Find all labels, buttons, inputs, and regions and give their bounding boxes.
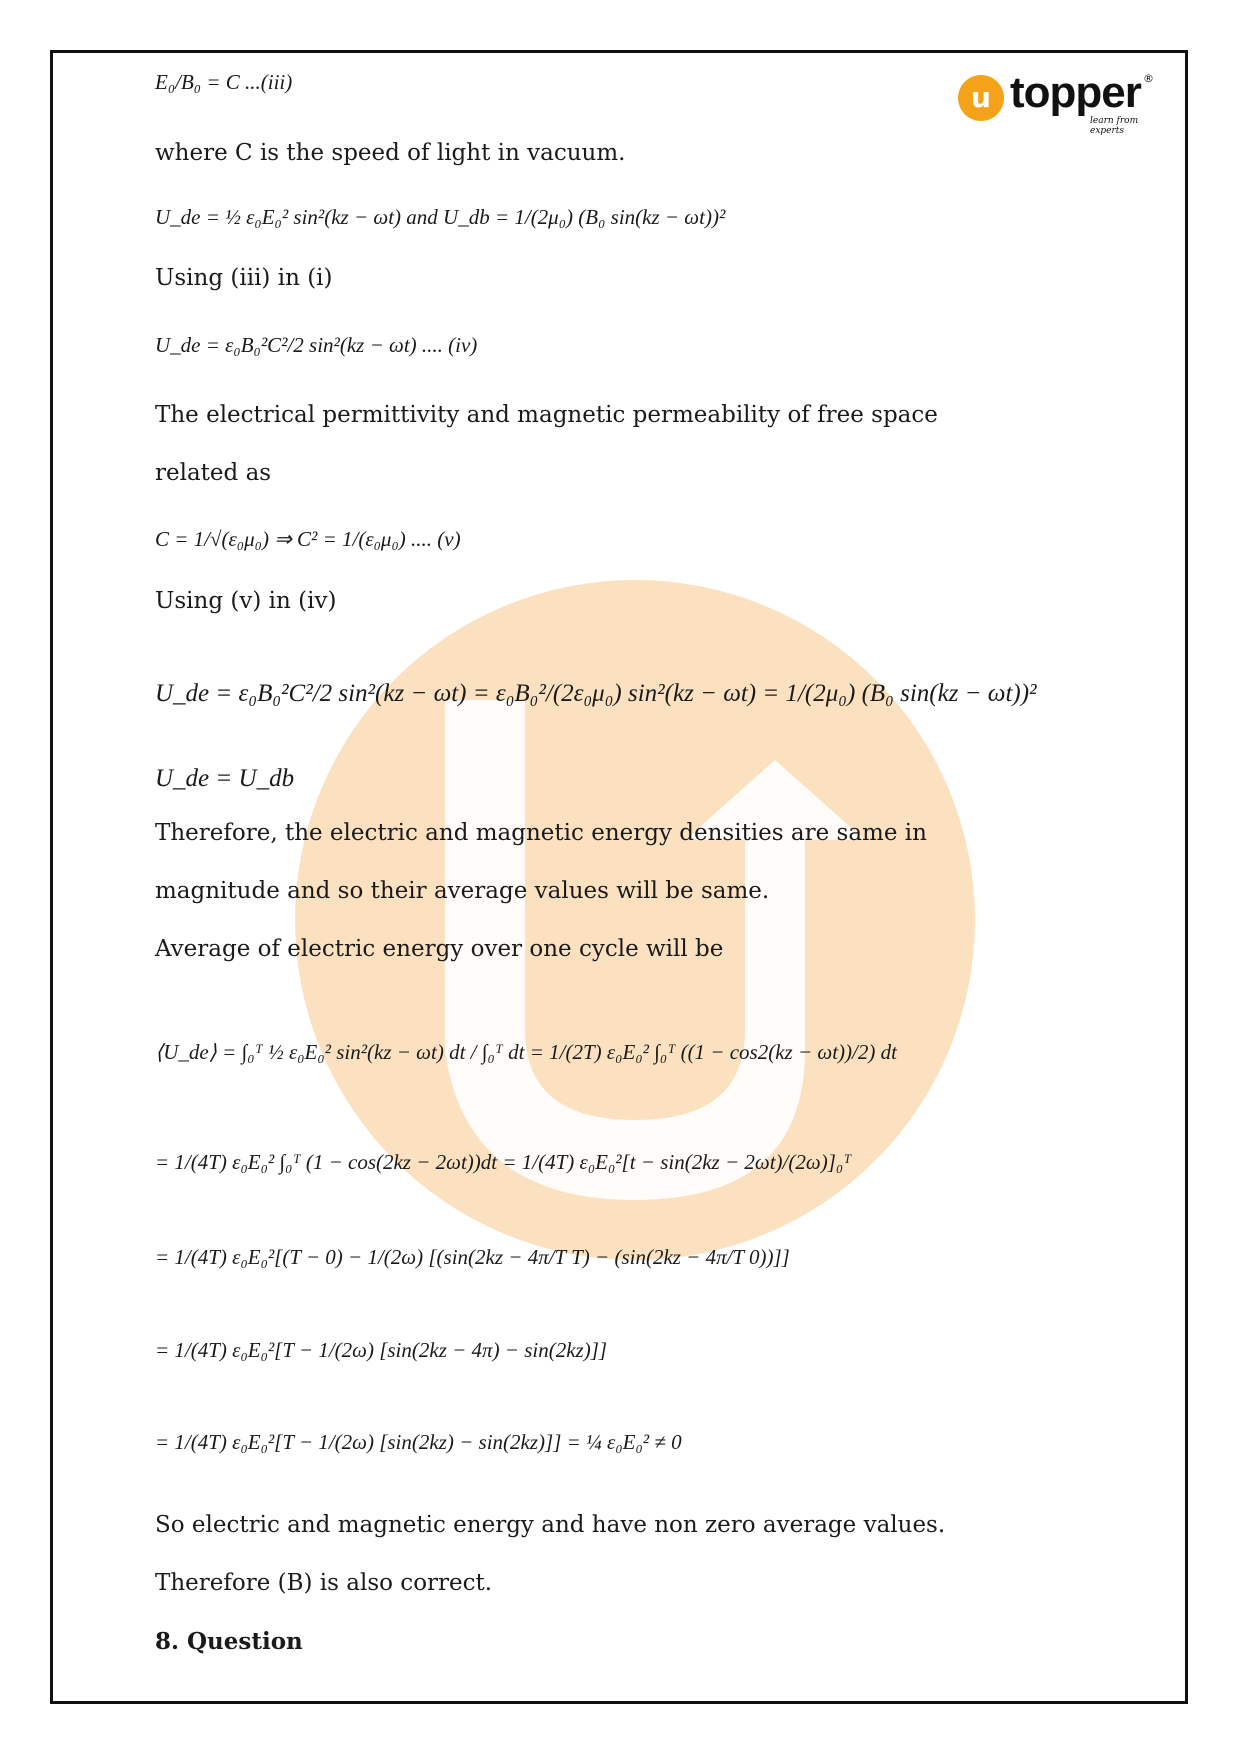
text-non-zero-average: So electric and magnetic energy and have non zero average values. xyxy=(155,1512,946,1538)
equation-step-2: = 1/(4T) ε₀E₀²[(T − 0) − 1/(2ω) [(sin(2kz − 4π/T T) − (sin(2kz − 4π/T 0))]] xyxy=(155,1245,790,1269)
text-b-correct: Therefore (B) is also correct. xyxy=(155,1570,493,1596)
text-using-v: Using (v) in (iv) xyxy=(155,588,337,614)
equation-step-3: = 1/(4T) ε₀E₀²[T − 1/(2ω) [sin(2kz − 4π) − sin(2kz)]] xyxy=(155,1338,608,1362)
text-related-as: related as xyxy=(155,460,272,486)
equation-energy-densities: U_de = ½ ε₀E₀² sin²(kz − ωt) and U_db = 1/(2μ₀) (B₀ sin(kz − ωt))² xyxy=(155,205,726,229)
logo-wordmark: topper xyxy=(1010,68,1141,117)
text-using-iii: Using (iii) in (i) xyxy=(155,265,333,291)
equation-iii: E₀/B₀ = C ...(iii) xyxy=(155,70,293,94)
equation-step-4: = 1/(4T) ε₀E₀²[T − 1/(2ω) [sin(2kz) − sin(2kz)]] = ¼ ε₀E₀² ≠ 0 xyxy=(155,1430,682,1454)
equation-iv: U_de = ε₀B₀²C²/2 sin²(kz − ωt) .... (iv) xyxy=(155,333,478,357)
equation-ude-expanded: U_de = ε₀B₀²C²/2 sin²(kz − ωt) = ε₀B₀²/(2ε₀μ₀) sin²(kz − ωt) = 1/(2μ₀) (B₀ sin(kz − ωt))² xyxy=(155,680,1037,707)
logo-tagline: learn from experts xyxy=(1090,116,1139,136)
text-magnitude: magnitude and so their average values will be same. xyxy=(155,878,770,904)
topper-badge-icon: u xyxy=(958,75,1004,121)
equation-v: C = 1/√(ε₀μ₀) ⇒ C² = 1/(ε₀μ₀) .... (v) xyxy=(155,527,461,551)
topper-logo xyxy=(958,70,1158,134)
text-permittivity: The electrical permittivity and magnetic permeability of free space xyxy=(155,402,938,428)
text-average-electric: Average of electric energy over one cycle will be xyxy=(155,936,724,962)
text-therefore-same: Therefore, the electric and magnetic energy densities are same in xyxy=(155,820,927,846)
text-speed-of-light: where C is the speed of light in vacuum. xyxy=(155,140,626,166)
equation-step-1: = 1/(4T) ε₀E₀² ∫₀ᵀ (1 − cos(2kz − 2ωt))dt = 1/(4T) ε₀E₀²[t − sin(2kz − 2ωt)/(2ω)]₀ᵀ xyxy=(155,1150,852,1174)
equation-ude-equals-udb: U_de = U_db xyxy=(155,765,295,792)
question-heading: 8. Question xyxy=(155,1628,303,1655)
equation-average-integral: ⟨U_de⟩ = ∫₀ᵀ ½ ε₀E₀² sin²(kz − ωt) dt / ∫₀ᵀ dt = 1/(2T) ε₀E₀² ∫₀ᵀ ((1 − cos2(kz − ωt))/2) dt xyxy=(155,1040,897,1064)
registered-mark: ® xyxy=(1143,72,1154,85)
